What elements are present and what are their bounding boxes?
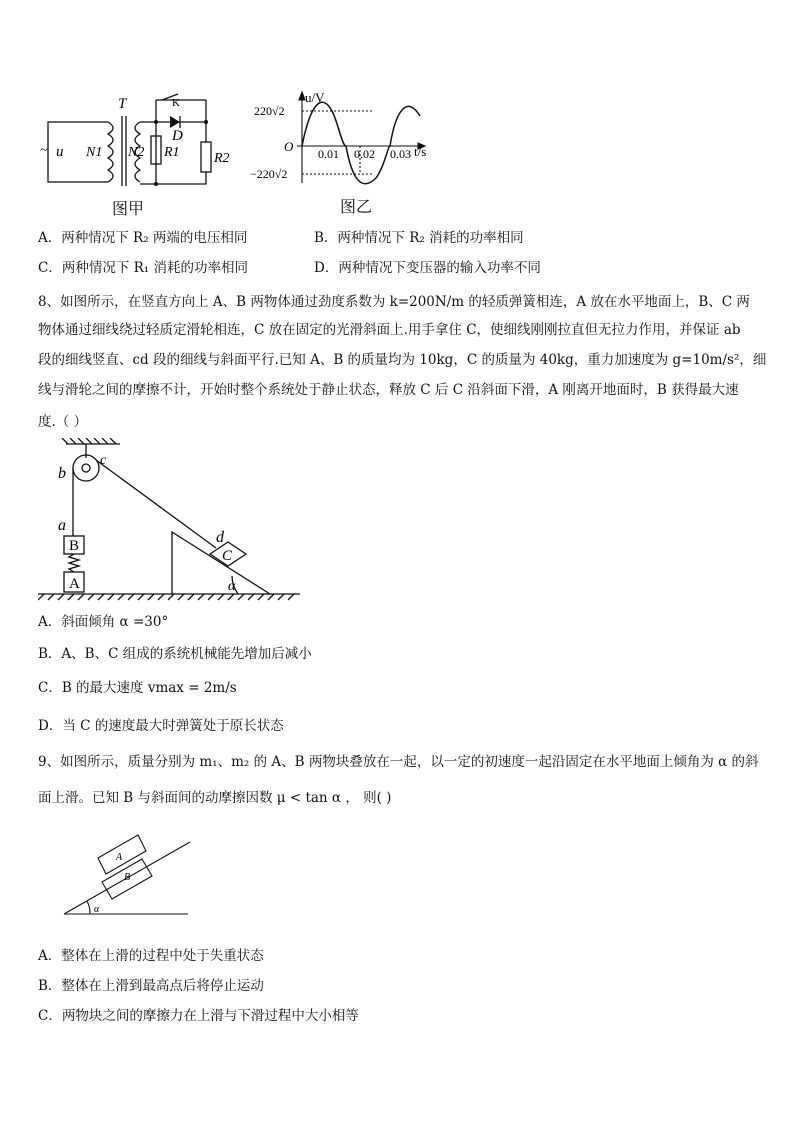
label-C: C	[222, 548, 233, 564]
transformer-circuit-figure	[38, 92, 248, 192]
q8-text-line5: 度.（ ）	[38, 414, 88, 430]
label-D: D	[172, 128, 183, 144]
q7-option-c: C．两种情况下 R₁ 消耗的功率相同	[38, 260, 248, 276]
label-block-A: A	[116, 852, 123, 863]
q8-option-b: B．A、B、C 组成的系统机械能先增加后减小	[38, 646, 312, 662]
q8-option-d: D．当 C 的速度最大时弹簧处于原长状态	[38, 718, 284, 734]
label-block-B: B	[124, 872, 131, 883]
label-u: u	[56, 144, 64, 160]
caption-fig-yi: 图乙	[340, 197, 373, 216]
stacked-blocks-incline-figure	[60, 814, 200, 918]
label-R1: R1	[164, 145, 180, 160]
label-T: T	[118, 96, 127, 112]
label-B: B	[69, 538, 80, 554]
t1-label: 0.01	[318, 147, 339, 161]
q7-option-b: B．两种情况下 R₂ 消耗的功率相同	[314, 230, 524, 246]
label-a: a	[58, 517, 66, 534]
label-A: A	[69, 576, 80, 592]
q9-option-a: A．整体在上滑的过程中处于失重状态	[38, 948, 264, 964]
pulley-incline-figure	[38, 438, 303, 608]
svg-text:~: ~	[40, 143, 48, 158]
t-axis-label: t/s	[414, 144, 427, 159]
q8-text-line2: 物体通过细线绕过轻质定滑轮相连，C 放在固定的光滑斜面上.用手拿住 C，使细线刚刚拉直但无拉力作用，并保证 ab	[38, 322, 741, 338]
label-R2: R2	[214, 151, 230, 166]
label-b: b	[58, 465, 66, 482]
y-min-label: −220√2	[250, 167, 288, 181]
u-axis-label: u/V	[305, 90, 325, 105]
q8-option-a: A．斜面倾角 α =30°	[38, 614, 169, 630]
q8-text-line3: 段的细线竖直、cd 段的细线与斜面平行.已知 A、B 的质量均为 10kg，C 的质量为 40kg，重力加速度为 g=10m/s²，细	[38, 352, 767, 368]
q9-text-line2: 面上滑。已知 B 与斜面间的动摩擦因数 μ < tan α ， 则( )	[38, 790, 392, 806]
label-d: d	[216, 529, 224, 546]
label-c: c	[100, 453, 107, 468]
label-N2: N2	[128, 145, 145, 160]
q8-text-line1: 8、如图所示，在竖直方向上 A、B 两物体通过劲度系数为 k=200N/m 的轻质弹簧相连，A 放在水平地面上，B、C 两	[38, 294, 750, 310]
q8-text-line4: 线与滑轮之间的摩擦不计，开始时整个系统处于静止状态，释放 C 后 C 沿斜面下滑，A 刚离开地面时，B 获得最大速	[38, 382, 739, 398]
q9-text-line1: 9、如图所示，质量分别为 m₁、m₂ 的 A、B 两物块叠放在一起，以一定的初速度一起沿固定在水平地面上倾角为 α 的斜	[38, 754, 759, 770]
t2-label: 0.02	[354, 147, 375, 161]
q8-option-c: C．B 的最大速度 vmax = 2m/s	[38, 680, 237, 696]
t3-label: 0.03	[390, 147, 411, 161]
label-alpha: α	[228, 579, 236, 594]
q7-option-a: A．两种情况下 R₂ 两端的电压相同	[38, 230, 248, 246]
y-max-label: 220√2	[254, 104, 285, 118]
origin-label: O	[284, 139, 294, 154]
label-N1: N1	[86, 145, 103, 160]
caption-fig-jia: 图甲	[112, 199, 145, 218]
label-alpha-9: α	[94, 904, 100, 915]
sine-wave-figure	[250, 88, 430, 188]
q9-option-b: B．整体在上滑到最高点后将停止运动	[38, 978, 264, 994]
q7-option-d: D．两种情况下变压器的输入功率不同	[314, 260, 541, 276]
label-K: K	[172, 97, 180, 109]
q9-option-c: C．两物块之间的摩擦力在上滑与下滑过程中大小相等	[38, 1008, 359, 1024]
